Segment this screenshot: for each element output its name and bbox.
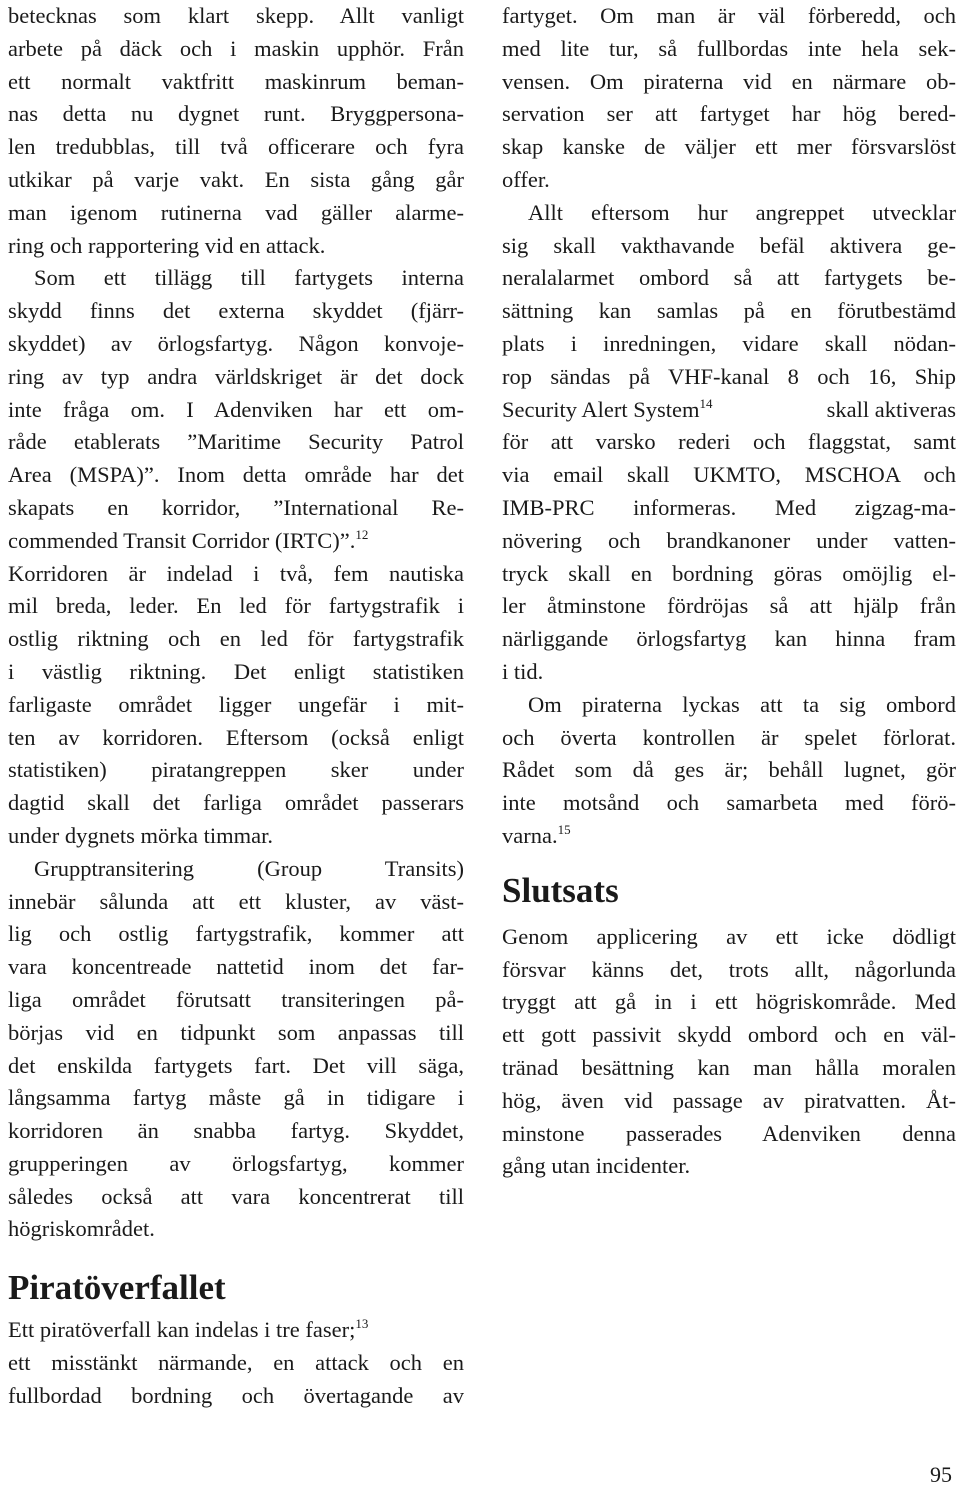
- text-line: långsamma fartyg måste gå in tidigare i: [8, 1085, 464, 1111]
- text-line: fartyget. Om man är väl förberedd, och: [502, 3, 956, 28]
- text-line: vensen. Om piraterna vid en närmare ob-: [502, 68, 956, 94]
- text-line: grupperingen av örlogsfartyg, kommer: [8, 1150, 464, 1176]
- text-line: Som ett tillägg till fartygets interna: [34, 265, 464, 291]
- text-line-body: varna.: [502, 822, 558, 848]
- text-line: ostlig riktning och en led för fartygstrafik: [8, 626, 464, 652]
- text-line: ett gott passivit skydd ombord och en väl-: [502, 1022, 956, 1048]
- text-line: skyddet) av örlogsfartyg. Någon konvoje-: [8, 330, 464, 356]
- text-line: Area (MSPA)”. Inom detta område har det: [8, 462, 464, 488]
- text-line: skydd finns det externa skyddet (fjärr-: [8, 298, 464, 324]
- paragraph-skepp: [8, 0, 464, 262]
- text-line-body: [502, 394, 712, 427]
- footnote-marker: 15: [557, 821, 571, 837]
- text-line: tryck skall en bordning göras omöjlig el-: [502, 560, 956, 586]
- text-line: ett misstänkt närmande, en attack och en: [8, 1350, 464, 1376]
- text-line: Om piraterna lyckas att ta sig ombord: [528, 691, 956, 717]
- text-line: [502, 394, 956, 427]
- text-line: sig skall vakthavande befäl aktivera ge-: [502, 232, 956, 258]
- text-line: Genom applicering av ett icke dödligt: [502, 923, 956, 949]
- text-line: för att varsko rederi och flaggstat, samt: [502, 429, 956, 455]
- text-line-end: skall aktiveras: [821, 396, 956, 422]
- text-line: betecknas som klart skepp. Allt vanligt: [8, 3, 464, 28]
- text-line: via email skall UKMTO, MSCHOA och: [502, 462, 956, 488]
- section-heading: Piratöverfallet: [8, 1268, 226, 1308]
- text-line-start: Security Alert System: [502, 396, 700, 422]
- text-line: [8, 525, 464, 558]
- text-line: [502, 820, 956, 853]
- footnote-marker: 12: [355, 526, 369, 542]
- text-line: under dygnets mörka timmar.: [8, 822, 273, 848]
- text-line: Allt eftersom hur angreppet utvecklar: [528, 199, 956, 225]
- text-line: inte motsånd och samarbeta med förö-: [502, 790, 956, 816]
- text-line: IMB-PRC informeras. Med zigzag-ma-: [502, 494, 956, 520]
- text-line: ler åtminstone fördröjas så att hjälp från: [502, 593, 956, 619]
- text-line: fullbordad bordning och övertagande av: [8, 1382, 464, 1408]
- text-line: ett normalt vaktfritt maskinrum beman-: [8, 68, 464, 94]
- text-line: tränad besättning kan man hålla moralen: [502, 1054, 956, 1080]
- paragraph-fartyget: [502, 0, 956, 197]
- text-line: dagtid skall det farliga området passerars: [8, 790, 464, 816]
- text-line: börjas vid en tidpunkt som anpassas till: [8, 1019, 464, 1045]
- text-line: rop sändas på VHF-kanal 8 och 16, Ship: [502, 363, 956, 389]
- paragraph-grupptransitering: [8, 853, 464, 1247]
- text-line: närliggande örlogsfartyg kan hinna fram: [502, 626, 956, 652]
- text-line: sättning kan samlas på en förutbestämd: [502, 298, 956, 324]
- text-line: offer.: [502, 166, 550, 192]
- text-line: neralalarmet ombord så att fartygets be-: [502, 265, 956, 291]
- right-column: [502, 0, 956, 1183]
- text-line: vara koncentreade nattetid inom det far-: [8, 954, 464, 980]
- text-line: servation ser att fartyget har hög bered-: [502, 101, 956, 127]
- footnote-marker: 14: [699, 395, 713, 411]
- text-line: hög, även vid passage av piratvatten. Åt-: [502, 1087, 956, 1113]
- text-line-body: Ett piratöverfall kan indelas i tre faser;: [8, 1317, 356, 1343]
- text-line: högriskområdet.: [8, 1216, 155, 1242]
- text-line: ring av typ andra världskriget är det dock: [8, 363, 464, 389]
- text-line: råde etablerats ”Maritime Security Patrol: [8, 429, 464, 455]
- paragraph-externt-skydd: [8, 262, 464, 852]
- text-line: nas detta nu dygnet runt. Bryggpersona-: [8, 101, 464, 127]
- text-line: tryggt att gå in i ett högriskområde. Med: [502, 989, 956, 1015]
- text-line: korridoren än snabba fartyg. Skyddet,: [8, 1118, 464, 1144]
- text-line: försvar känns det, trots allt, någorlunda: [502, 956, 956, 982]
- text-line: man igenom rutinerna vad gäller alarme-: [8, 199, 464, 225]
- paragraph-generalalarm: [502, 197, 956, 689]
- text-line: ten av korridoren. Eftersom (också enligt: [8, 724, 464, 750]
- text-line: arbete på däck och i maskin upphör. Från: [8, 35, 464, 61]
- text-line: len tredubblas, till två officerare och fyra: [8, 134, 464, 160]
- text-line: i tid.: [502, 658, 544, 684]
- text-line: növering och brandkanoner under vatten-: [502, 527, 956, 553]
- text-line: minstone passerades Adenviken denna: [502, 1120, 956, 1146]
- text-line: Rådet som då ges är; behåll lugnet, gör: [502, 757, 956, 783]
- text-line: skap kanske de väljer ett mer försvarslöst: [502, 134, 956, 160]
- text-line: med lite tur, så fullbordas inte hela sek-: [502, 35, 956, 61]
- page-number: 95: [930, 1462, 952, 1487]
- text-line: skapats en korridor, ”International Re-: [8, 494, 464, 520]
- text-line: mil breda, leder. En led för fartygstrafik i: [8, 593, 464, 619]
- text-line: lig och ostlig fartygstrafik, kommer att: [8, 921, 464, 947]
- text-line: statistiken) piratangreppen sker under: [8, 757, 464, 783]
- text-line: innebär sålunda att ett kluster, av väst-: [8, 888, 464, 914]
- paragraph-slutsats: [502, 921, 956, 1183]
- paragraph-ombord: [502, 689, 956, 853]
- text-line: Korridoren är indelad i två, fem nautiska: [8, 560, 464, 586]
- text-line: plats i inredningen, vidare skall nödan-: [502, 330, 956, 356]
- text-line: ring och rapportering vid en attack.: [8, 232, 326, 258]
- footnote-marker: 13: [355, 1316, 369, 1332]
- text-line: i västlig riktning. Det enligt statistiken: [8, 658, 464, 684]
- text-line: utkikar på varje vakt. En sista gång går: [8, 166, 464, 192]
- text-line: [8, 1314, 464, 1347]
- text-line: det enskilda fartygets fart. Det vill säga,: [8, 1052, 464, 1078]
- left-column: [8, 0, 464, 1413]
- text-line: inte fråga om. I Adenviken har ett om-: [8, 396, 464, 422]
- text-line: gång utan incidenter.: [502, 1153, 691, 1179]
- text-line-body: commended Transit Corridor (IRTC)”.: [8, 527, 356, 553]
- text-line: Grupptransitering (Group Transits): [34, 855, 464, 881]
- text-line: och överta kontrollen är spelet förlorat.: [502, 724, 956, 750]
- text-line: således också att vara koncentrerat till: [8, 1183, 464, 1209]
- section-heading: Slutsats: [502, 870, 619, 910]
- paragraph-piratoverfall: [8, 1314, 464, 1412]
- text-line: liga området förutsatt transiteringen på-: [8, 986, 464, 1012]
- text-line: farligaste området ligger ungefär i mit-: [8, 691, 464, 717]
